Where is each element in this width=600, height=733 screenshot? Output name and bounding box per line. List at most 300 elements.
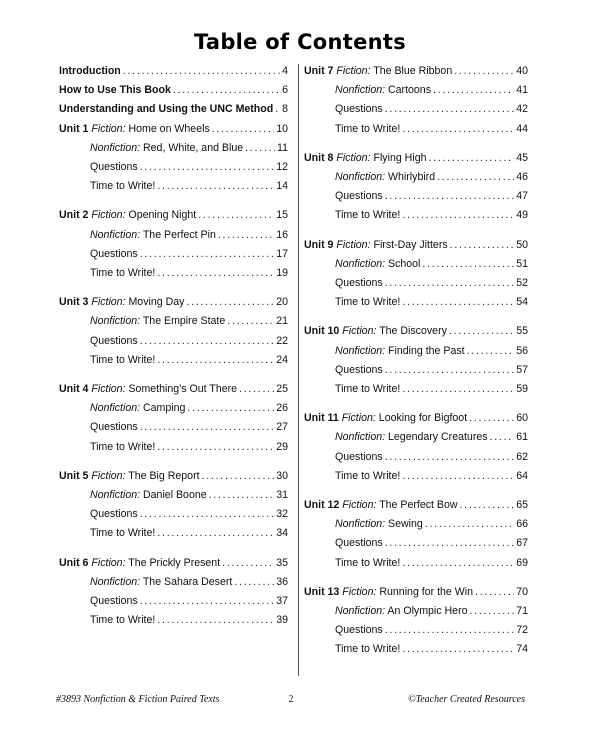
dot-leader xyxy=(433,83,514,97)
page-number: 27 xyxy=(276,421,288,434)
dot-leader xyxy=(385,363,515,377)
dot-leader xyxy=(140,160,275,174)
page-number: 61 xyxy=(516,431,528,444)
dot-leader xyxy=(227,314,274,328)
dot-leader xyxy=(202,469,275,483)
toc-entry-label xyxy=(304,411,467,425)
page-number: 70 xyxy=(516,585,528,598)
genre-label: Fiction: xyxy=(91,383,126,395)
entry-title: Something’s Out There xyxy=(128,383,238,395)
dot-leader xyxy=(469,411,514,425)
page-number: 39 xyxy=(276,614,288,627)
toc-entry xyxy=(335,450,528,464)
dot-leader xyxy=(385,450,515,464)
dot-leader xyxy=(198,208,274,222)
toc-entry xyxy=(335,208,528,222)
toc-entry xyxy=(90,160,288,174)
dot-leader xyxy=(234,575,274,589)
toc-entry xyxy=(90,266,288,280)
dot-leader xyxy=(218,228,274,242)
toc-entry-label xyxy=(90,420,138,434)
toc-entry-label xyxy=(335,102,383,116)
genre-label: Nonfiction: xyxy=(90,315,141,328)
unit-number: Unit 4 xyxy=(59,383,92,395)
dot-leader xyxy=(140,334,275,348)
page-number: 62 xyxy=(516,450,528,463)
toc-entry-label xyxy=(304,324,447,338)
dot-leader xyxy=(402,122,514,136)
dot-leader xyxy=(385,536,515,550)
page-number: 30 xyxy=(276,469,288,482)
toc-entry xyxy=(90,353,288,367)
entry-title: Questions xyxy=(335,190,383,203)
page-number: 54 xyxy=(516,296,528,309)
page-number: 24 xyxy=(276,353,288,366)
page-number: 57 xyxy=(516,363,528,376)
toc-entry xyxy=(335,363,528,377)
toc-entry-label xyxy=(335,170,435,184)
page-number: 17 xyxy=(276,247,288,260)
dot-leader xyxy=(422,257,514,271)
genre-label: Fiction: xyxy=(341,412,376,425)
toc-entry-label xyxy=(335,556,400,570)
page-number: 4 xyxy=(282,65,288,77)
dot-leader xyxy=(239,382,274,396)
dot-leader xyxy=(209,488,275,502)
genre-label: Fiction: xyxy=(91,469,126,482)
toc-entry xyxy=(90,488,288,502)
toc-entry-label xyxy=(90,179,155,193)
dot-leader xyxy=(454,64,514,78)
toc-entry-label xyxy=(90,160,138,174)
page-number: 12 xyxy=(276,161,288,173)
toc-entry-label xyxy=(304,151,426,165)
genre-label: Nonfiction: xyxy=(90,228,141,241)
toc-entry-label xyxy=(90,507,138,521)
toc-entry-label xyxy=(335,623,383,637)
footer-page-number: 2 xyxy=(288,694,294,705)
toc-entry xyxy=(59,102,288,116)
unit-number: Unit 6 xyxy=(59,556,92,569)
toc-entry xyxy=(335,382,528,396)
page-number: 35 xyxy=(276,556,288,569)
dot-leader xyxy=(157,179,274,193)
toc-entry xyxy=(90,247,288,261)
toc-entry-label xyxy=(335,536,383,550)
dot-leader xyxy=(140,507,275,521)
dot-leader xyxy=(275,102,280,116)
footer-book-title: #3893 Nonfiction & Fiction Paired Texts xyxy=(56,694,220,705)
toc-entry xyxy=(59,556,288,570)
entry-title: Looking for Bigfoot xyxy=(378,412,468,425)
entry-title: Cartoons xyxy=(388,84,432,97)
toc-entry-label xyxy=(304,585,473,599)
page-number: 11 xyxy=(277,141,288,154)
entry-title: Time to Write! xyxy=(90,527,156,540)
genre-label: Fiction: xyxy=(336,65,371,77)
unit-number: Unit 7 xyxy=(304,65,337,77)
toc-entry xyxy=(335,83,528,97)
dot-leader xyxy=(467,344,515,358)
toc-entry-label xyxy=(335,257,420,271)
entry-title: Time to Write! xyxy=(335,122,401,135)
entry-title: The Perfect Bow xyxy=(379,499,458,511)
toc-entry-label xyxy=(335,363,383,377)
entry-title: Red, White, and Blue xyxy=(143,141,244,154)
toc-entry xyxy=(59,382,288,396)
dot-leader xyxy=(402,469,514,483)
dot-leader xyxy=(402,208,514,222)
unit-number: Unit 3 xyxy=(59,296,92,309)
entry-title: Time to Write! xyxy=(90,614,156,627)
toc-entry xyxy=(90,613,288,627)
page-number: 8 xyxy=(282,103,288,116)
entry-title: The Prickly Present xyxy=(128,556,221,569)
dot-leader xyxy=(460,498,515,512)
dot-leader xyxy=(140,594,275,608)
toc-entry-label xyxy=(59,122,210,136)
entry-title: Questions xyxy=(90,161,138,173)
page-number: 59 xyxy=(516,383,528,395)
page-number: 25 xyxy=(276,383,288,395)
entry-title: Camping xyxy=(143,402,186,415)
toc-entry-label xyxy=(59,382,237,396)
toc-entry xyxy=(90,334,288,348)
toc-entry xyxy=(304,498,528,512)
entry-title: Home on Wheels xyxy=(128,122,210,135)
toc-entry xyxy=(90,401,288,415)
toc-entry-label xyxy=(335,450,383,464)
unit-number: Unit 1 xyxy=(59,122,92,135)
entry-title: Questions xyxy=(90,334,138,347)
toc-entry xyxy=(90,594,288,608)
toc-entry-label xyxy=(90,575,232,589)
toc-entry-label xyxy=(335,189,383,203)
toc-entry xyxy=(335,430,528,444)
dot-leader xyxy=(212,122,274,136)
toc-entry xyxy=(335,642,528,656)
toc-entry xyxy=(59,64,288,78)
dot-leader xyxy=(437,170,514,184)
genre-label: Nonfiction: xyxy=(90,489,141,501)
entry-title: Questions xyxy=(335,277,383,289)
toc-entry-label xyxy=(90,334,138,348)
unit-number: Unit 13 xyxy=(304,585,343,598)
entry-title: Time to Write! xyxy=(335,643,401,656)
toc-entry-label xyxy=(59,83,171,97)
toc-entry xyxy=(90,420,288,434)
footer-publisher: ©Teacher Created Resources xyxy=(407,694,525,705)
toc-entry-label xyxy=(335,430,488,444)
toc-entry xyxy=(90,526,288,540)
toc-entry xyxy=(335,536,528,550)
toc-entry xyxy=(335,469,528,483)
entry-title: Introduction xyxy=(59,65,121,77)
genre-label: Nonfiction: xyxy=(335,518,386,531)
page-number: 72 xyxy=(516,624,528,637)
entry-title: Questions xyxy=(90,421,138,434)
toc-entry xyxy=(335,344,528,358)
dot-leader xyxy=(245,141,275,155)
dot-leader xyxy=(222,556,274,570)
page-number: 67 xyxy=(516,537,528,550)
toc-entry xyxy=(335,276,528,290)
toc-entry xyxy=(335,556,528,570)
entry-title: Time to Write! xyxy=(335,469,401,482)
dot-leader xyxy=(402,295,514,309)
page-number: 14 xyxy=(276,180,288,193)
toc-entry-label xyxy=(90,594,138,608)
page-number: 65 xyxy=(516,499,528,511)
toc-entry-label xyxy=(335,276,383,290)
entry-title: Questions xyxy=(90,247,138,260)
toc-entry-label xyxy=(90,526,155,540)
page-number: 31 xyxy=(276,489,288,501)
toc-entry xyxy=(90,228,288,242)
page-number: 29 xyxy=(276,440,288,453)
dot-leader xyxy=(140,420,275,434)
entry-title: Time to Write! xyxy=(90,267,156,279)
page-number: 69 xyxy=(516,556,528,569)
genre-label: Fiction: xyxy=(342,585,377,598)
entry-title: School xyxy=(388,257,421,270)
dot-leader xyxy=(173,83,280,97)
dot-leader xyxy=(449,324,514,338)
toc-entry xyxy=(335,623,528,637)
dot-leader xyxy=(157,353,274,367)
entry-title: Flying High xyxy=(373,151,427,164)
page-number: 40 xyxy=(516,65,528,77)
dot-leader xyxy=(385,276,515,290)
entry-title: Questions xyxy=(335,537,383,550)
entry-title: Time to Write! xyxy=(335,296,401,309)
toc-entry-label xyxy=(90,440,155,454)
entry-title: Understanding and Using the UNC Method xyxy=(59,103,274,116)
dot-leader xyxy=(450,238,515,252)
page-number: 6 xyxy=(282,84,288,97)
toc-entry xyxy=(59,469,288,483)
toc-entry-label xyxy=(90,314,225,328)
dot-leader xyxy=(157,526,274,540)
unit-number: Unit 12 xyxy=(304,499,343,511)
genre-label: Nonfiction: xyxy=(90,141,141,154)
toc-entry xyxy=(59,208,288,222)
page-number: 26 xyxy=(276,402,288,415)
toc-entry xyxy=(304,324,528,338)
toc-entry xyxy=(335,517,528,531)
toc-entry-label xyxy=(335,382,400,396)
toc-entry-label xyxy=(90,141,243,155)
genre-label: Fiction: xyxy=(91,209,126,222)
entry-title: Daniel Boone xyxy=(143,489,207,501)
toc-entry-label xyxy=(335,469,400,483)
toc-entry-label xyxy=(304,64,452,78)
page-number: 45 xyxy=(516,151,528,164)
toc-entry-label xyxy=(59,295,184,309)
page-number: 37 xyxy=(276,595,288,607)
page-number: 52 xyxy=(516,277,528,289)
genre-label: Nonfiction: xyxy=(90,575,141,588)
page-number: 71 xyxy=(516,605,528,617)
dot-leader xyxy=(470,604,515,618)
toc-entry-label xyxy=(59,556,220,570)
entry-title: Sewing xyxy=(388,518,423,531)
toc-entry xyxy=(335,257,528,271)
toc-entry-label xyxy=(59,102,273,116)
toc-entry xyxy=(304,585,528,599)
page-number: 20 xyxy=(276,296,288,309)
dot-leader xyxy=(402,642,514,656)
unit-number: Unit 10 xyxy=(304,325,343,338)
toc-entry xyxy=(335,604,528,618)
page-number: 32 xyxy=(276,508,288,521)
page-number: 42 xyxy=(516,103,528,116)
entry-title: The Perfect Pin xyxy=(142,228,216,241)
page-number: 44 xyxy=(516,122,528,135)
toc-entry xyxy=(304,411,528,425)
toc-entry-label xyxy=(304,498,458,512)
entry-title: Opening Night xyxy=(128,209,197,222)
entry-title: Questions xyxy=(335,103,383,116)
page-number: 34 xyxy=(276,527,288,540)
toc-entry xyxy=(59,83,288,97)
dot-leader xyxy=(157,613,274,627)
toc-entry-label xyxy=(335,83,431,97)
toc-entry-label xyxy=(90,228,216,242)
toc-entry xyxy=(304,151,528,165)
page-number: 50 xyxy=(516,238,528,251)
entry-title: Time to Write! xyxy=(90,440,156,453)
entry-title: First-Day Jitters xyxy=(373,238,448,251)
genre-label: Nonfiction: xyxy=(335,257,386,270)
toc-entry xyxy=(90,314,288,328)
dot-leader xyxy=(425,517,514,531)
dot-leader xyxy=(385,623,515,637)
toc-entry-label xyxy=(304,238,448,252)
dot-leader xyxy=(157,440,274,454)
toc-entry xyxy=(90,440,288,454)
page-number: 10 xyxy=(276,122,288,135)
toc-entry xyxy=(335,102,528,116)
entry-title: Legendary Creatures xyxy=(388,431,488,444)
toc-entry xyxy=(335,189,528,203)
toc-entry xyxy=(90,141,288,155)
page-number: 51 xyxy=(516,257,528,270)
page-number: 74 xyxy=(516,643,528,656)
page-title: Table of Contents xyxy=(193,30,407,54)
genre-label: Nonfiction: xyxy=(90,402,141,415)
genre-label: Nonfiction: xyxy=(335,84,386,97)
entry-title: Questions xyxy=(335,450,383,463)
page-number: 55 xyxy=(516,325,528,338)
page-number: 15 xyxy=(276,209,288,222)
toc-entry xyxy=(335,295,528,309)
entry-title: How to Use This Book xyxy=(59,84,171,97)
dot-leader xyxy=(123,64,280,78)
toc-entry-label xyxy=(90,353,155,367)
toc-entry-label xyxy=(90,613,155,627)
page-number: 19 xyxy=(276,267,288,279)
page-number: 56 xyxy=(516,344,528,357)
entry-title: Questions xyxy=(335,363,383,376)
dot-leader xyxy=(475,585,514,599)
page-number: 49 xyxy=(516,209,528,222)
page-number: 41 xyxy=(516,84,528,97)
entry-title: An Olympic Hero xyxy=(387,605,468,617)
toc-entry-label xyxy=(335,604,468,618)
toc-entry-label xyxy=(335,344,465,358)
dot-leader xyxy=(140,247,275,261)
entry-title: Questions xyxy=(335,624,383,637)
page-number: 64 xyxy=(516,469,528,482)
dot-leader xyxy=(428,151,514,165)
toc-entry-label xyxy=(59,64,121,78)
page-number: 16 xyxy=(276,228,288,241)
dot-leader xyxy=(157,266,274,280)
genre-label: Fiction: xyxy=(336,238,371,251)
dot-leader xyxy=(385,102,515,116)
genre-label: Fiction: xyxy=(91,122,126,135)
genre-label: Nonfiction: xyxy=(335,605,386,617)
toc-entry xyxy=(335,122,528,136)
entry-title: Time to Write! xyxy=(335,209,401,222)
toc-entry xyxy=(335,170,528,184)
toc-entry-label xyxy=(335,295,400,309)
genre-label: Nonfiction: xyxy=(335,344,386,357)
entry-title: Finding the Past xyxy=(388,344,465,357)
page-number: 66 xyxy=(516,518,528,531)
unit-number: Unit 5 xyxy=(59,469,92,482)
page-number: 46 xyxy=(516,171,528,183)
toc-entry-label xyxy=(335,642,400,656)
toc-right-column xyxy=(298,64,528,676)
toc-entry xyxy=(90,179,288,193)
toc-entry xyxy=(90,575,288,589)
page-number: 47 xyxy=(516,190,528,203)
page-number: 21 xyxy=(276,315,288,328)
toc-entry-label xyxy=(335,122,400,136)
toc-entry xyxy=(59,295,288,309)
toc-entry-label xyxy=(90,401,185,415)
dot-leader xyxy=(186,295,274,309)
genre-label: Fiction: xyxy=(342,325,377,338)
entry-title: Running for the Win xyxy=(379,585,474,598)
entry-title: Time to Write! xyxy=(335,556,401,569)
toc-entry-label xyxy=(335,517,423,531)
toc-entry-label xyxy=(90,266,155,280)
entry-title: The Blue Ribbon xyxy=(373,65,453,77)
toc-entry xyxy=(304,238,528,252)
page-number: 36 xyxy=(276,575,288,588)
dot-leader xyxy=(187,401,274,415)
entry-title: Time to Write! xyxy=(90,353,156,366)
dot-leader xyxy=(402,556,514,570)
dot-leader xyxy=(402,382,514,396)
genre-label: Nonfiction: xyxy=(335,431,386,444)
toc-entry-label xyxy=(59,208,196,222)
entry-title: Moving Day xyxy=(128,296,185,309)
toc-entry xyxy=(90,507,288,521)
genre-label: Nonfiction: xyxy=(335,171,386,183)
genre-label: Fiction: xyxy=(336,151,371,164)
page-number: 60 xyxy=(516,412,528,425)
unit-number: Unit 11 xyxy=(304,412,342,425)
toc-entry-label xyxy=(59,469,200,483)
entry-title: The Sahara Desert xyxy=(142,575,233,588)
unit-number: Unit 2 xyxy=(59,209,92,222)
toc-entry-label xyxy=(90,488,207,502)
entry-title: Questions xyxy=(90,508,138,521)
